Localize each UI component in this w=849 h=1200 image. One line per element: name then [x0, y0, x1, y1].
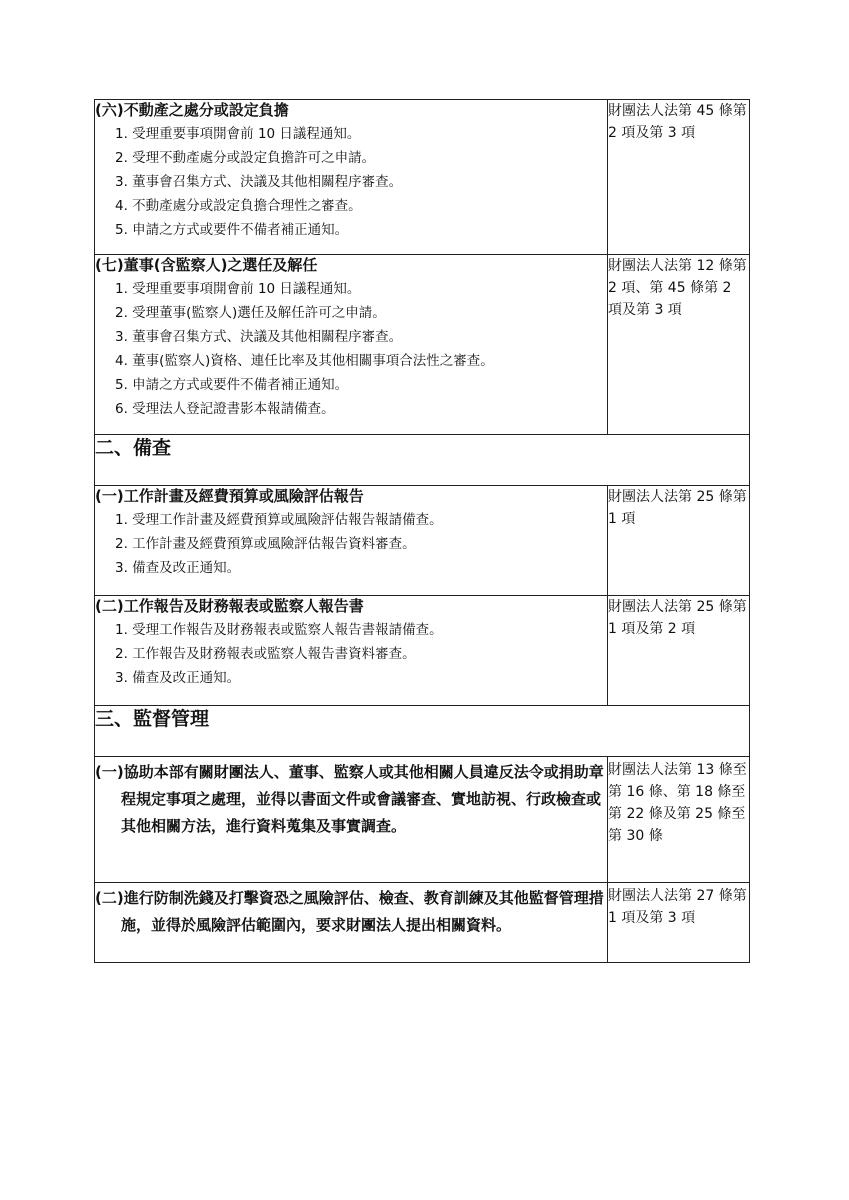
section-heading: 二、備查: [95, 435, 750, 486]
law-cell: [608, 883, 750, 963]
list-item: 2. 受理董事(監察人)選任及解任許可之申請。: [115, 305, 386, 321]
law-cell: [608, 757, 750, 883]
content-cell: [95, 100, 608, 255]
list-item: 2. 工作計畫及經費預算或風險評估報告資料審查。: [115, 536, 416, 552]
list-item: 4. 不動產處分或設定負擔合理性之審查。: [115, 198, 362, 214]
list-item: 5. 申請之方式或要件不備者補正通知。: [115, 377, 349, 393]
section-heading-row: [95, 706, 750, 757]
table-row: [95, 486, 750, 596]
law-reference: 財團法人法第 25 條第 1 項: [608, 489, 747, 527]
table-row: [95, 883, 750, 963]
list-item: 2. 受理不動產處分或設定負擔許可之申請。: [115, 150, 376, 166]
list-item: 3. 備查及改正通知。: [115, 670, 241, 686]
table-row: [95, 596, 750, 706]
list-item: 3. 董事會召集方式、決議及其他相關程序審查。: [115, 329, 403, 345]
list-item: 1. 受理工作計畫及經費預算或風險評估報告報請備查。: [115, 512, 443, 528]
item-title: (六)不動產之處分或設定負擔: [95, 101, 289, 119]
content-cell: [95, 486, 608, 596]
list-item: 3. 備查及改正通知。: [115, 560, 241, 576]
list-item: 2. 工作報告及財務報表或監察人報告書資料審查。: [115, 646, 416, 662]
law-reference: 財團法人法第 45 條第 2 項及第 3 項: [608, 103, 747, 141]
item-title: (七)董事(含監察人)之選任及解任: [95, 256, 318, 274]
law-reference: 財團法人法第 13 條至第 16 條、第 18 條至第 22 條及第 25 條至第 30 條: [608, 762, 747, 844]
item-title: (二)工作報告及財務報表或監察人報告書: [95, 597, 364, 615]
table-row: [95, 757, 750, 883]
paragraph: (一)協助本部有關財團法人、董事、監察人或其他相關人員違反法令或捐助章程規定事項之處理，並得以書面文件或會議審查、實地訪視、行政檢查或其他相關方法，進行資料蒐集及事實調查。: [95, 763, 604, 835]
law-cell: [608, 100, 750, 255]
regulation-table: [94, 99, 750, 963]
list-item: 5. 申請之方式或要件不備者補正通知。: [115, 222, 349, 238]
paragraph: (二)進行防制洗錢及打擊資恐之風險評估、檢查、教育訓練及其他監督管理措施，並得於風險評估範圍內，要求財團法人提出相關資料。: [95, 889, 604, 934]
table-row: [95, 100, 750, 255]
law-reference: 財團法人法第 12 條第 2 項、第 45 條第 2 項及第 3 項: [608, 258, 747, 318]
list-item: 3. 董事會召集方式、決議及其他相關程序審查。: [115, 174, 403, 190]
item-list: [95, 277, 607, 421]
item-list: [95, 618, 607, 690]
law-reference: 財團法人法第 27 條第 1 項及第 3 項: [608, 888, 747, 926]
law-cell: [608, 486, 750, 596]
list-item: 4. 董事(監察人)資格、連任比率及其他相關事項合法性之審查。: [115, 353, 494, 369]
list-item: 1. 受理工作報告及財務報表或監察人報告書報請備查。: [115, 622, 443, 638]
section-heading-row: [95, 435, 750, 486]
law-reference: 財團法人法第 25 條第 1 項及第 2 項: [608, 599, 747, 637]
item-list: [95, 508, 607, 580]
table-row: [95, 255, 750, 435]
list-item: 1. 受理重要事項開會前 10 日議程通知。: [115, 126, 361, 142]
list-item: 6. 受理法人登記證書影本報請備查。: [115, 401, 335, 417]
content-cell: [95, 596, 608, 706]
content-cell: [95, 255, 608, 435]
item-title: (一)工作計畫及經費預算或風險評估報告: [95, 487, 364, 505]
section-heading: 三、監督管理: [95, 706, 750, 757]
law-cell: [608, 596, 750, 706]
list-item: 1. 受理重要事項開會前 10 日議程通知。: [115, 281, 361, 297]
content-cell: [95, 883, 608, 963]
content-cell: [95, 757, 608, 883]
law-cell: [608, 255, 750, 435]
item-list: [95, 122, 607, 242]
